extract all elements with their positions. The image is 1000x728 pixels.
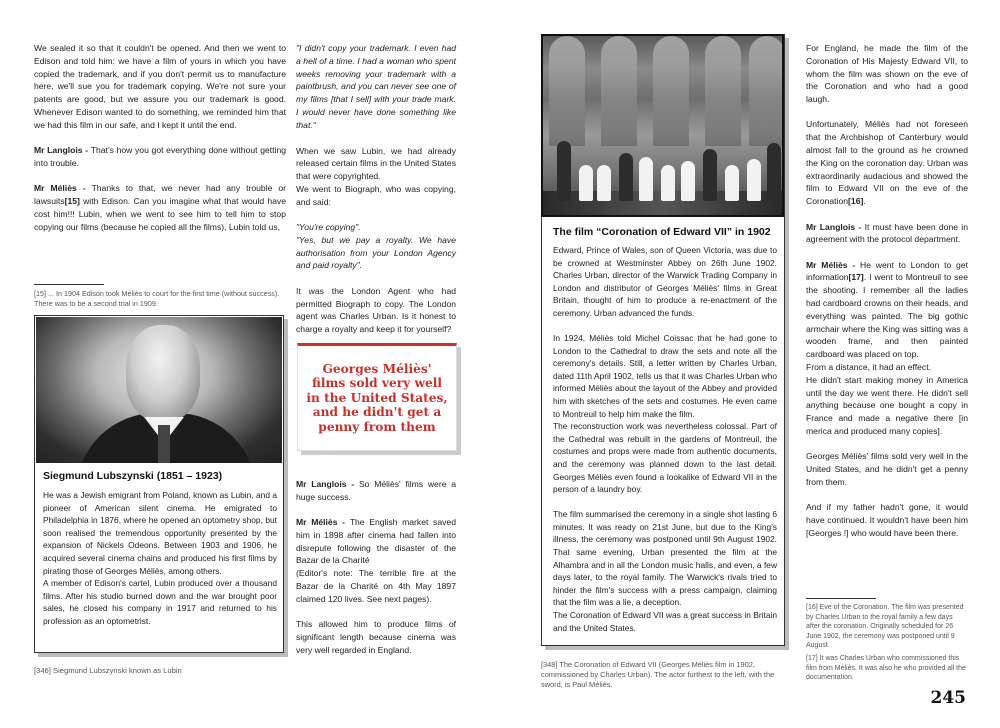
photo-arch [653,36,689,146]
photo-figure [597,165,611,201]
photo-figure [661,165,675,201]
speaker-label: Mr Méliès - [296,517,350,528]
speaker-label: Mr Langlois - [34,145,91,156]
footnote-ref[interactable]: [15] [64,195,80,206]
coronation-photo [541,34,784,217]
portrait-caption [43,470,277,628]
portrait-paragraph: He was a Jewish emigrant from Poland, known as Lubin, and a pioneer of American silent cinema. He emigrated to Philadelphia in 1876, where he opened an optometry shop, but soon realised the tremendous opportunity presented by the expansion of Nickels Odeons. Between 1903 and 1906, he acquired several cinema chains and produced his first films by pirating those of Georges Méliès, among others. [43,490,277,576]
interview-paragraph [806,221,968,247]
speech-text: He went to London to get information [806,259,968,283]
pull-quote [297,343,457,451]
photo-figure [767,143,781,201]
quote-paragraph: "I didn't copy your trademark. I even had a hell of a time. I had a woman who spent weeks removing your trademark with a paintbrush, and you can never see one of my films [that I sell] with your trade mark. I would never have done something like that." [296,43,456,130]
portrait-sidebar [34,315,284,653]
speech-text: Thanks to that, we never had any trouble or lawsuits [34,183,286,206]
photo-figure [703,149,717,201]
body-paragraph: For England, he made the film of the Coronation of His Majesty Edward VII, to whom the film was shown on the eve of the Coronation and who had a good laugh. [806,43,968,105]
footnote-text: [15] ... In 1904 Edison took Méliès to court for the first time (without success). There was to be a second trial in 1909. [34,289,280,308]
body-paragraph: This allowed him to produce films of significant length because cinema was very well regarded in England. [296,619,456,655]
body-paragraph: In 1924, Méliès told Michel Coissac that he had gone to London to the Cathedral to draw the sets and note all the ceremony's details. Still, a letter written by Charles Urban, dated 11th April 1902, tells us that it was Charles Urban who informed Méliès about the layout of the Abbey and provided him with sketches of the sets and costumes. He even came to Montreuil to help him make the film. [553,333,777,419]
body-text: . [863,196,866,207]
photo-figure [681,161,695,201]
footnotes-16-17 [806,598,968,683]
column-1 [34,42,286,246]
photo-figure [557,141,571,201]
body-paragraph: And if my father hadn't gone, it would have continued. It wouldn't have been him [Georges !] who would have been there. [806,502,968,538]
column-4 [806,42,968,552]
body-text: Unfortunately, Méliès had not foreseen that the Archbishop of Canterbury would almost fall to the ground as he crowned the King on the coronation day. Urban was extraordinarily audacious and showed the film to Edward VII on the eve of the Coronation [806,119,968,207]
body-paragraph: The film summarised the ceremony in a single shot lasting 6 minutes. It was ready on 21st June, but due to the King's illness, the ceremony was postponed until 9th August 1902. That same evening, Urban presented the film at the Alhambra and in all the London music halls, and even, a few days later, to the royal family. The Warwick's rivals tried to hinder the film's success with a press campaign, claiming that the film was a lie, a deception. [553,509,777,608]
speaker-label: Mr Langlois - [806,221,865,232]
speech-text: . I went to Montreuil to see the shooting. I remember all the ladies had cardboard crowns on their heads, and everything was painted. The big gothic armchair where the King was sitting was a wooden frame, and then painted cardboard was placed on top. [806,272,968,360]
speech-text: It must have been done in agreement with the protocol department. [806,221,968,245]
editor-note: (Editor's note: The terrible fire at the Bazar de la Charité on 4th May 1897 claimed 120 lives. See next pages). [296,568,456,604]
speaker-label: Mr Langlois - [296,479,359,489]
photo-arch [549,36,585,146]
speaker-label: Mr Méliès - [806,259,860,270]
photo-figure [639,157,653,201]
interview-paragraph [34,182,286,233]
footnote-divider [806,598,876,599]
portrait-image-caption: [346] Siegmund Lubszynski known as Lubin [34,666,182,675]
speech-text: So Méliès' films were a huge success. [296,479,457,502]
page-number: 245 [930,688,966,708]
interview-paragraph [296,478,456,504]
photo-arch [601,36,637,146]
portrait-tie [158,425,170,463]
footnote-16: [16] Eve of the Coronation. The film was presented by Charles Urban to the royal family a few days after the coronation. Originally scheduled for 26 June 1902, the ceremony was postponed until 9 August. [806,604,964,650]
quote-paragraph: "You're copying". [296,222,361,233]
speaker-label: Mr Méliès - [34,183,92,194]
portrait-head [126,325,200,421]
body-paragraph: He didn't start making money in America until the day we went there. He didn't sell anything because one bought a copy in France and made a negative there [in merica and produced many copies]. [806,374,968,437]
interview-paragraph: We sealed it so that it couldn't be opened. And then we went to Edison and told him: we have a film of yours in which you have copied the trademark, and if you don't permit us to manufacture here, we'll sue you for trademark copying. We're not sure your patents are good, but we assure you our trademark is good. Whenever Edison wanted to do something, we reminded him that we had this film in our safe, and I kept it until the end. [34,43,286,130]
interview-paragraph [806,259,968,361]
photo-arch [749,36,784,146]
body-paragraph: When we saw Lubin, we had already released certain films in the United States that were copyrighted. [296,145,456,182]
interview-paragraph [296,516,456,567]
body-paragraph: We went to Biograph, who was copying, and said: [296,183,456,207]
footnote-ref[interactable]: [17] [848,272,864,283]
column-2-lower [296,478,456,669]
interview-paragraph [34,144,286,170]
body-paragraph: The Coronation of Edward VII was a great success in Britain and the United States. [553,610,777,633]
body-paragraph: It was the London Agent who had permitted Biograph to copy. The London agent was Charles Urban. Is it honest to charge a royalty and keep it for yourself? [296,285,456,335]
column-3 [553,244,777,647]
body-paragraph [806,118,968,208]
portrait-paragraph: A member of Edison's cartel, Lubin produced over a thousand films. After his studio burned down and the war brought poor sales, he closed his company in 1917 and returned to his profession as an optometrist. [43,578,277,626]
pull-quote-text: Georges Méliès' films sold very well in the United States, and he didn't get a penny from them [306,361,448,434]
quote-paragraph: "Yes, but we pay a royalty. We have authorisation from your London Agency and paid royalty". [296,234,456,271]
footnote-17: [17] It was Charles Urban who commissioned this film from Méliès. It was also he who provided all the documentation. [806,654,966,682]
speech-text: That's how you got everything done without getting into trouble. [34,145,287,168]
footnote-divider [34,284,104,285]
photo-figure [725,165,739,201]
photo-figure [579,165,593,201]
speech-text: The English market saved him in 1898 after cinema had fallen into disrepute following the disaster of the Bazar de la Charité [296,517,456,566]
body-paragraph: Georges Méliès' films sold very well in the United States, and he didn't get a penny from them. [806,451,968,487]
photo-figure [747,159,761,201]
portrait-photo [36,317,282,463]
coronation-image-caption: [348] The Coronation of Edward VII (Georges Méliès film in 1902, commissioned by Charles Urban). The actor furthest to the left, with the sword, is Paul Méliès. [541,660,775,689]
column-2 [296,42,456,348]
photo-figure [619,153,633,201]
coronation-title: The film “Coronation of Edward VII” in 1902 [553,226,771,238]
footnote-ref[interactable]: [16] [848,196,864,207]
portrait-title: Siegmund Lubszynski (1851 – 1923) [43,470,223,482]
speech-text: with Edison. Can you imagine what that would have cost him!!! Lubin, when we went to see him to tell him to stop copying our films (because he copied all the films), Lubin told us, [34,195,286,232]
footnote-15 [34,284,286,309]
body-paragraph: The reconstruction work was nevertheless colossal. Part of the Cathedral was rebuilt in the gardens of Montreuil, the costumes and props were made from authentic documents, and the ceremony was planned down to the last detail. Georges Méliès even found a lookalike of Edward VII in the person of a laundry boy. [553,421,777,495]
body-paragraph: Edward, Prince of Wales, son of Queen Victoria, was due to be crowned at Westminster Abbey on 26th June 1902. Charles Urban, director of the Warwick Trading Company in London and distributor of Georges Méliès' films in Great Britain, thought of him to produce a re-enactment of the ceremony. Urban advanced the funds. [553,245,777,318]
body-paragraph: From a distance, it had an effect. [806,362,931,373]
photo-arch [705,36,741,146]
